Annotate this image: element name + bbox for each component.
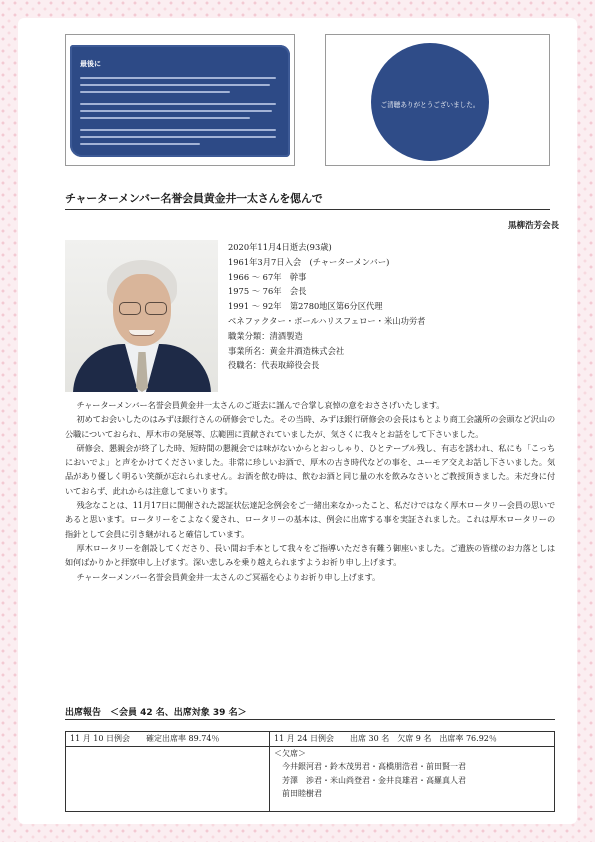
portrait-glasses bbox=[145, 302, 167, 315]
profile-item: 1991 ～ 92年 第2780地区第6分区代理 bbox=[228, 301, 383, 312]
absent-names: 前田睦樹君 bbox=[282, 789, 322, 798]
paragraph: 初めてお会いしたのはみずほ銀行さんの研修会でした。その当時、みずほ銀行研修会の会長はもとより商工会議所の会頭など沢山の公職についておられ、厚木市の発展等、広範囲に貢献されていましたが、気さくに我々とお話をして下さいました。 bbox=[65, 414, 555, 439]
slide-text-line bbox=[80, 77, 276, 79]
slide-text-line bbox=[80, 91, 230, 93]
table-row bbox=[66, 732, 555, 747]
paragraph: チャーターメンバー名誉会員黄金井一太さんのご逝去に謹んで合掌し哀悼の意をおささげいたします。 bbox=[76, 400, 445, 410]
paragraph: 残念なことは、11月17日に開催された認証状伝達記念例会をご一緒出来なかったこと、私だけではなく厚木ロータリー会員の思いであると思います。ロータリーをこよなく愛され、ロータリーの基本は、例会に出席する事を実証されました。これは厚木ロータリーの指針として会員に引き継がれると確信しています。 bbox=[65, 500, 555, 539]
absent-names: 芳澤 渉君・米山尚登君・金井良雄君・高羅真人君 bbox=[282, 775, 466, 785]
attendance-table bbox=[65, 731, 555, 812]
slide-text-line bbox=[80, 143, 200, 145]
absent-cell bbox=[270, 747, 555, 812]
slide-text-line bbox=[80, 84, 270, 86]
profile-item: 事業所名：黄金井酒造株式会社 bbox=[228, 345, 345, 356]
attendance-divider bbox=[65, 719, 555, 720]
closing-slide bbox=[65, 34, 295, 166]
slide-circle bbox=[371, 43, 489, 161]
absent-label: ＜欠席＞ bbox=[274, 749, 306, 758]
thanks-text: ご清聴ありがとうございました。 bbox=[380, 101, 480, 109]
slide-text-line bbox=[80, 110, 272, 112]
slide-text-line bbox=[80, 117, 250, 119]
paragraph: チャーターメンバー名誉会員黄金井一太さんのご冥福を心よりお祈り申し上げます。 bbox=[76, 571, 381, 582]
slide-title: 最後に bbox=[80, 60, 101, 68]
attendance-title: 出席報告 ＜会員 42 名、出席対象 39 名＞ bbox=[65, 708, 247, 718]
profile-item: 1966 ～ 67年 幹事 bbox=[228, 271, 307, 282]
portrait-mouth bbox=[129, 330, 155, 336]
slide-brush-panel bbox=[70, 45, 290, 157]
profile-item: 職業分類：清酒製造 bbox=[228, 330, 303, 341]
article-heading: チャーターメンバー名誉会員黄金井一太さんを偲んで bbox=[65, 191, 550, 210]
absent-names: 今井銀河君・鈴木茂男君・高橋朋浩君・前田賢一君 bbox=[282, 762, 466, 771]
profile-item: 2020年11月4日逝去(93歳) bbox=[228, 242, 332, 252]
left-meeting-cell bbox=[66, 747, 270, 812]
article-body bbox=[65, 398, 555, 584]
profile-item: 役職名：代表取締役会長 bbox=[228, 360, 320, 371]
portrait-photo bbox=[65, 240, 218, 392]
paragraph: 研修会、懇親会が終了した時、短時間の懇親会では味がないからとおっしゃり、ひとテーブル残し、有志を誘われ、私にも「こっちにおいでよ」と声をかけてくださいました。非常に珍しいお酒で、厚木の古き時代などの事を、ユーモア交えお話し下さいました。気品があり優しく明るい笑顔が忘れられません。お酒を飲む時は、飲むお酒と同じ量の水を飲みなさいとご教授頂きました。未だ身に付いておらず、此れからは注意してまいります。 bbox=[65, 442, 555, 496]
article-author: 黒柳浩芳会長 bbox=[507, 221, 559, 231]
right-meeting-header: 11 月 24 日例会 出席 30 名 欠席 9 名 出席率 76.92％ bbox=[270, 732, 555, 747]
paragraph: 厚木ロータリーを創設してくださり、長い間お手本として我々をご指導いただき有難う御座いました。ご遺族の皆様のお力落としは如何ばかりかと拝察申し上げます。深い悲しみを乗り越えられますようお祈り申し上げます。 bbox=[65, 542, 555, 568]
profile-item: 1975 ～ 76年 会長 bbox=[228, 286, 307, 297]
slide-text-line bbox=[80, 136, 276, 138]
profile-item: 1961年3月7日入会 (チャーターメンバー) bbox=[228, 256, 390, 267]
portrait-glasses bbox=[119, 302, 141, 315]
slide-text-line bbox=[80, 129, 276, 131]
left-meeting-header: 11 月 10 日例会 確定出席率 89.74％ bbox=[66, 732, 270, 747]
profile-item: ベネファクター・ポールハリスフェロー・米山功労者 bbox=[228, 315, 426, 326]
slide-text-line bbox=[80, 103, 276, 105]
thanks-slide bbox=[325, 34, 550, 166]
table-row bbox=[66, 747, 555, 812]
profile-list bbox=[228, 240, 425, 373]
